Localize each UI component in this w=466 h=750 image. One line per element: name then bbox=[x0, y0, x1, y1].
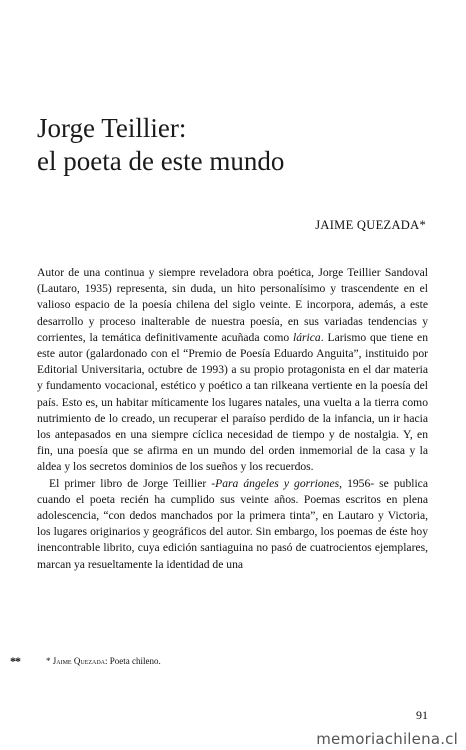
paragraph-2-text-a: El primer libro de Jorge Teillier - bbox=[49, 476, 216, 490]
paragraph-2-text-b: , 1956- se publica cuando el poeta recién ha cumplido sus veinte años. Poemas escritos en plena adolescencia, “con dedos manchados por la primera tinta”, en Lautaro y Victoria, los lugares originarios y geográficos del autor. Sin embargo, los poemas de éste hoy inencontrable librito, cuya edición santiaguina no pasó de cuatrocientos ejemplares, marcan ya resueltamente la identidad de una bbox=[37, 476, 428, 571]
paragraph-1 bbox=[37, 265, 428, 476]
book-title: Para ángeles y gorriones bbox=[215, 476, 340, 490]
footnote bbox=[46, 656, 161, 666]
paragraph-2 bbox=[37, 476, 428, 573]
footnote-text: : Poeta chileno. bbox=[105, 656, 161, 666]
article-title bbox=[37, 112, 284, 178]
footnote-star: * bbox=[46, 656, 51, 666]
paragraph-1-text-b: . Larismo que tiene en este autor (galardonado con el “Premio de Poesía Eduardo Anguita”, instituido por Editorial Universitaria, octubre de 1993) a su propio protagonista en el dar materia y fundamento vocacional, estético y poético a tan rilkeana vertiente en la poesía del país. Esto es, un habitar míticamente los lugares natales, una vuelta a la tierra como nutrimiento de lo creado, un recuperar el paraíso perdido de la infancia, un ir hacia los antepasados en una siempre cíclica necesidad de tiempo y de nostalgia. Y, en fin, una poesía que se afirma en un mundo del orden inmemorial de la casa y la aldea y los secretos dominios de los sueños y los recuerdos. bbox=[37, 330, 428, 474]
paragraph-1-emphasis: lárica bbox=[293, 330, 321, 344]
footnote-marker: ** bbox=[10, 654, 20, 668]
footnote-name: Jaime Quezada bbox=[52, 656, 105, 666]
watermark-logo: memoriachilena.cl bbox=[316, 730, 458, 748]
title-line-2: el poeta de este mundo bbox=[37, 146, 285, 176]
page-number: 91 bbox=[416, 708, 428, 722]
article-body bbox=[37, 265, 428, 573]
title-line-1: Jorge Teillier: bbox=[37, 113, 187, 143]
author-name: JAIME QUEZADA* bbox=[315, 218, 426, 232]
paragraph-1-text-a: Autor de una continua y siempre reveladora obra poética, Jorge Teillier Sandoval (Lautaro, 1935) representa, sin duda, un hito personalísimo y trascendente en el valioso espacio de la poesía chilena del siglo veinte. E incorpora, además, a este desarrollo y proceso inalterable de nuestra poesía, en sus variadas tendencias y corrientes, la temática definitivamente acuñada como bbox=[37, 266, 428, 344]
